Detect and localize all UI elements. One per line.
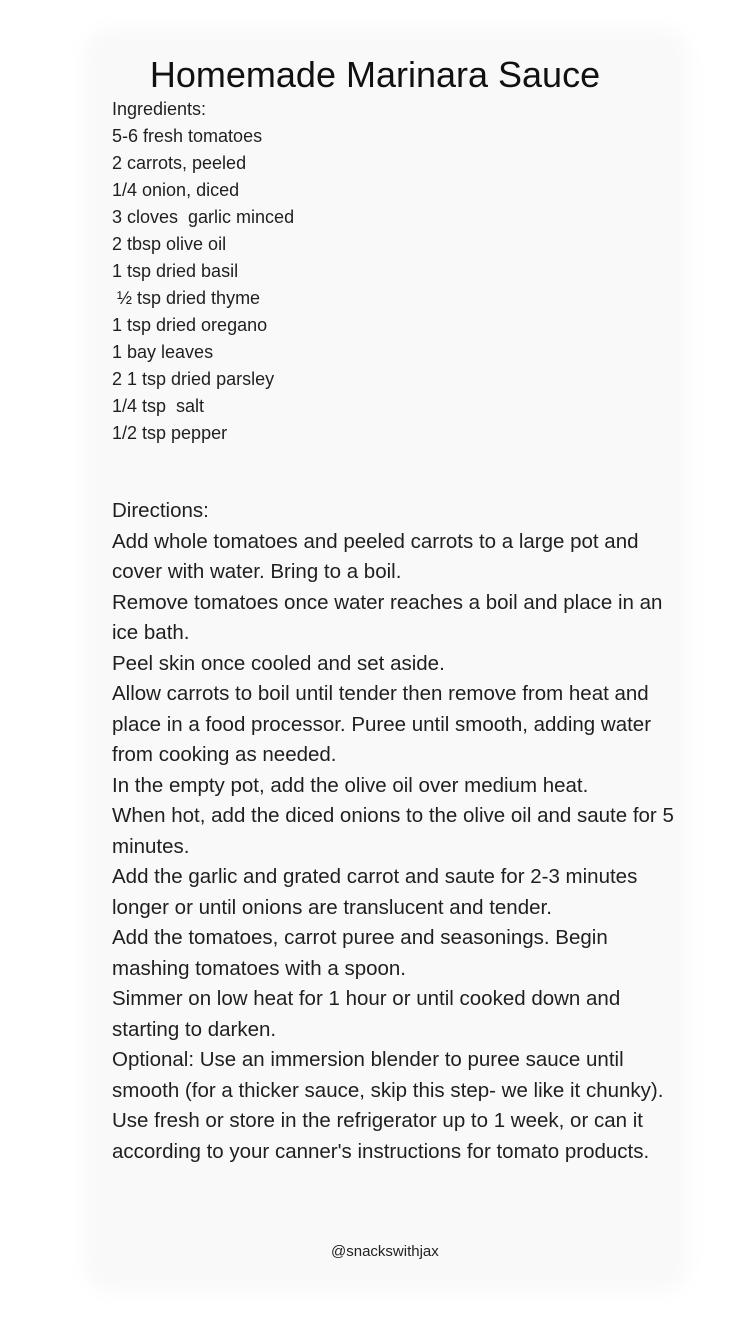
ingredient-item: 2 1 tsp dried parsley [112,369,275,389]
ingredient-item: ½ tsp dried thyme [112,288,261,308]
direction-step: Add whole tomatoes and peeled carrots to a large pot and cover with water. Bring to a boil. [112,529,639,583]
recipe-title: Homemade Marinara Sauce [149,54,601,95]
direction-step: Simmer on low heat for 1 hour or until cooked down and starting to darken. [112,987,621,1041]
directions-section [112,496,682,1167]
ingredient-item: 5-6 fresh tomatoes [112,126,263,146]
ingredient-item: 3 cloves garlic minced [112,207,295,227]
ingredient-item: 1/4 tsp salt [112,396,205,416]
directions-heading: Directions: [112,499,209,522]
direction-step: Allow carrots to boil until tender then remove from heat and place in a food processor. Puree until smooth, adding water from cooking as needed. [112,682,652,766]
direction-step: Add the tomatoes, carrot puree and seasonings. Begin mashing tomatoes with a spoon. [112,926,608,980]
ingredient-item: 1 tsp dried basil [112,261,239,281]
direction-step: Peel skin once cooled and set aside. [112,651,445,675]
direction-step: Add the garlic and grated carrot and saute for 2-3 minutes longer or until onions are translucent and tender. [112,865,638,919]
author-handle: @snackswithjax [331,1243,439,1260]
ingredient-item: 2 tbsp olive oil [112,234,227,254]
ingredient-item: 2 carrots, peeled [112,153,247,173]
direction-step: When hot, add the diced onions to the olive oil and saute for 5 minutes. [112,804,674,858]
ingredient-item: 1 bay leaves [112,342,214,362]
ingredient-item: 1 tsp dried oregano [112,315,268,335]
direction-step: In the empty pot, add the olive oil over medium heat. [112,773,589,797]
ingredients-heading: Ingredients: [112,99,207,119]
direction-step: Optional: Use an immersion blender to puree sauce until smooth (for a thicker sauce, skip this step- we like it chunky). [112,1048,664,1102]
direction-step: Use fresh or store in the refrigerator up to 1 week, or can it according to your canner's instructions for tomato products. [112,1109,650,1163]
ingredient-item: 1/4 onion, diced [112,180,240,200]
ingredient-item: 1/2 tsp pepper [112,423,228,443]
ingredients-section [112,96,652,447]
direction-step: Remove tomatoes once water reaches a boil and place in an ice bath. [112,590,663,644]
